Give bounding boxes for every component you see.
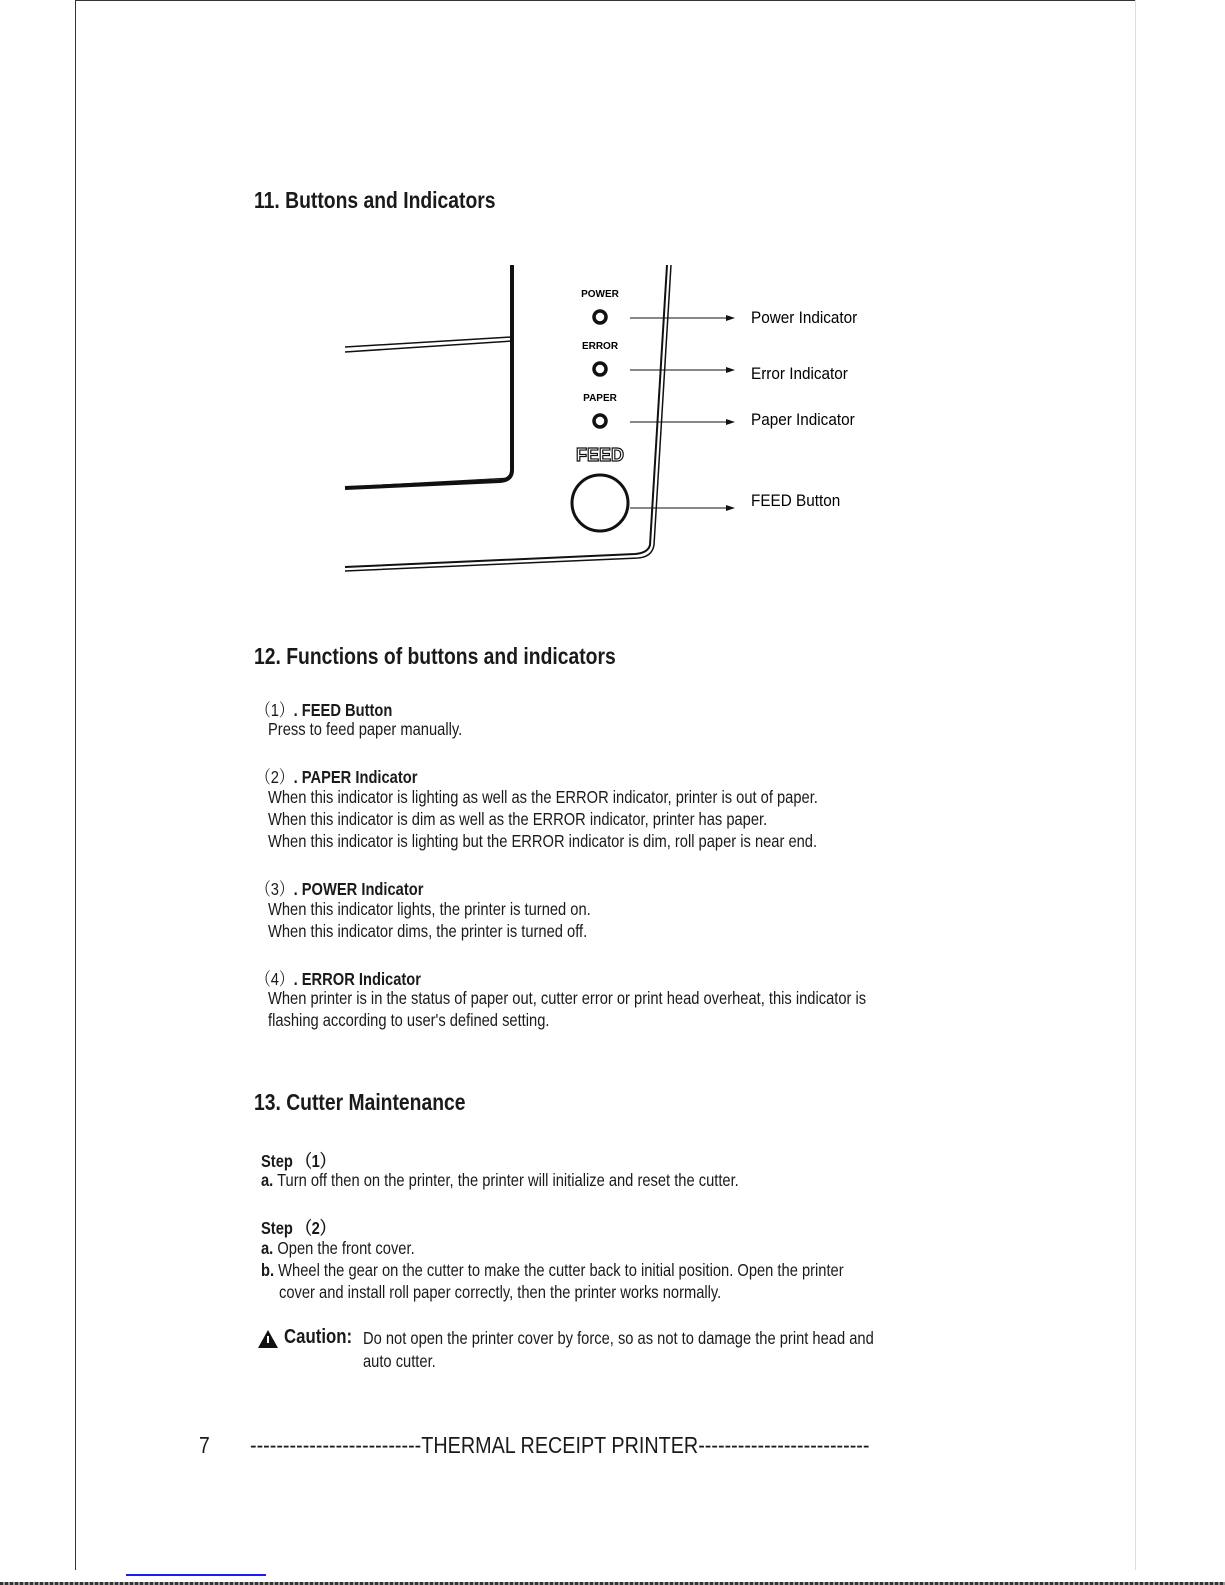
- function-text: flashing according to user's defined setting.: [268, 1010, 550, 1030]
- caution-label: Caution:: [284, 1326, 353, 1348]
- caution-text: auto cutter.: [363, 1351, 436, 1371]
- callout-power: Power Indicator: [751, 308, 858, 328]
- feed-button-icon: [572, 475, 628, 531]
- step-text: a. Open the front cover.: [261, 1238, 415, 1258]
- function-text: When this indicator lights, the printer is turned on.: [268, 899, 591, 919]
- section-title: 11. Buttons and Indicators: [254, 187, 496, 213]
- section-title: 12. Functions of buttons and indicators: [254, 643, 616, 669]
- function-text: When this indicator is dim as well as the ERROR indicator, printer has paper.: [268, 809, 768, 829]
- function-heading: （3）. POWER Indicator: [256, 879, 424, 899]
- callout-feed: FEED Button: [751, 491, 841, 511]
- label-feed: FEED: [575, 445, 625, 465]
- function-text: When this indicator is lighting but the ERROR indicator is dim, roll paper is near end.: [268, 831, 818, 851]
- label-paper: PAPER: [583, 393, 617, 404]
- callout-error: Error Indicator: [751, 364, 848, 384]
- label-power: POWER: [581, 289, 619, 300]
- step-text: b. Wheel the gear on the cutter to make the cutter back to initial position. Open the printer: [261, 1260, 844, 1280]
- label-error: ERROR: [581, 341, 619, 352]
- error-led-icon: [594, 363, 606, 375]
- warning-icon: [257, 1329, 279, 1349]
- function-text: When this indicator dims, the printer is turned off.: [268, 921, 588, 941]
- callout-paper: Paper Indicator: [751, 410, 855, 430]
- paper-led-icon: [594, 415, 606, 427]
- printer-panel-diagram: [330, 255, 890, 585]
- function-heading: （2）. PAPER Indicator: [256, 767, 418, 787]
- function-text: When this indicator is lighting as well as the ERROR indicator, printer is out of paper.: [268, 787, 818, 807]
- page-border-top: [75, 0, 1135, 1]
- page-number: 7: [199, 1432, 210, 1458]
- function-heading: （1）. FEED Button: [256, 700, 393, 720]
- page-border-right: [1135, 0, 1136, 1570]
- step-heading: Step （2）: [261, 1218, 335, 1238]
- caution-text: Do not open the printer cover by force, so as not to damage the print head and: [363, 1328, 874, 1348]
- function-text: Press to feed paper manually.: [268, 719, 463, 739]
- function-text: When printer is in the status of paper out, cutter error or print head overheat, this indicator is: [268, 988, 867, 1008]
- link-underline: [126, 1574, 266, 1576]
- power-led-icon: [594, 311, 606, 323]
- function-heading: （4）. ERROR Indicator: [256, 969, 421, 989]
- step-text: a. Turn off then on the printer, the printer will initialize and reset the cutter.: [261, 1170, 739, 1190]
- footer-title: --------------------------THERMAL RECEIPT PRINTER--------------------------: [250, 1432, 870, 1458]
- section-title: 13. Cutter Maintenance: [254, 1089, 466, 1115]
- page-border-left: [75, 0, 76, 1570]
- step-heading: Step （1）: [261, 1151, 335, 1171]
- step-text: cover and install roll paper correctly, then the printer works normally.: [279, 1282, 722, 1302]
